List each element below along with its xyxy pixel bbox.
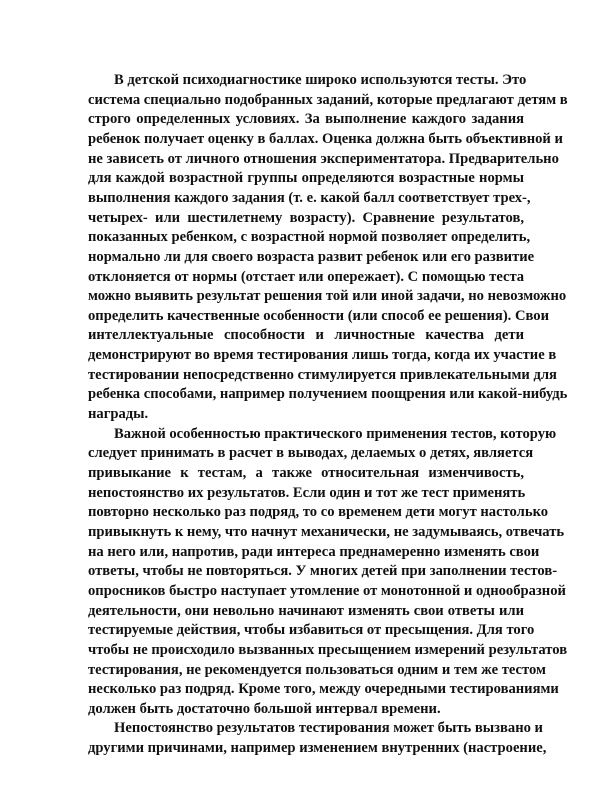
text-line: можно выявить результат решения той или иной задачи, но невозможно — [88, 288, 567, 305]
text-line: для каждой возрастной группы определяются возрастные нормы — [88, 170, 524, 187]
text-line: строго определенных условиях. За выполнение каждого задания — [88, 111, 524, 128]
text-line: ответы, чтобы не повторяться. У многих детей при заполнении тестов- — [88, 563, 558, 580]
text-line: показанных ребенком, с возрастной нормой позволяет определить, — [88, 229, 531, 246]
text-line: несколько раз подряд. Кроме того, между очередными тестированиями — [88, 681, 559, 698]
text-line: тестировании непосредственно стимулируется привлекательными для — [88, 366, 557, 383]
text-line: не зависеть от личного отношения экспериментатора. Предварительно — [88, 150, 559, 167]
text-line: ребенок получает оценку в баллах. Оценка должна быть объективной и — [88, 130, 563, 147]
text-line: непостоянство их результатов. Если один и тот же тест применять — [88, 484, 526, 501]
text-line: система специально подобранных заданий, которые предлагают детям в — [88, 91, 568, 108]
text-line: повторно несколько раз подряд, то со временем дети могут настолько — [88, 504, 549, 521]
text-line: ребенка способами, например получением поощрения или какой-нибудь — [88, 386, 568, 403]
text-line: тестируемые действия, чтобы избавиться от пресыщения. Для того — [88, 622, 535, 639]
text-line: должен быть достаточно большой интервал времени. — [88, 700, 441, 717]
text-line: В детской психодиагностике широко используются тесты. Это — [114, 72, 527, 88]
text-line: тестирования, не рекомендуется пользоваться одним и тем же тестом — [88, 661, 546, 678]
text-line: деятельности, они невольно начинают изменять свои ответы или — [88, 602, 524, 619]
text-line: демонстрируют во время тестирования лишь тогда, когда их участие в — [88, 347, 557, 364]
text-line: следует принимать в расчет в выводах, делаемых о детях, является — [88, 445, 534, 462]
text-line: интеллектуальные способности и личностные качества дети — [88, 327, 524, 344]
text-line: награды. — [88, 406, 149, 423]
text-line: опросников быстро наступает утомление от монотонной и однообразной — [88, 582, 566, 599]
text-line: определить качественные особенности (или способ ее решения). Свои — [88, 307, 549, 324]
text-line: на него или, напротив, ради интереса преднамеренно изменять свои — [88, 543, 540, 560]
text-line: Непостоянство результатов тестирования может быть вызвано и — [114, 720, 543, 737]
text-line: Важной особенностью практического применения тестов, которую — [114, 425, 557, 442]
text-line: отклоняется от нормы (отстает или опережает). С помощью теста — [88, 268, 525, 285]
text-line: четырех- или шестилетнему возрасту). Сравнение результатов, — [88, 209, 524, 226]
text-line: чтобы не происходило вызванных пресыщением измерений результатов — [88, 641, 568, 658]
text-line: нормально ли для своего возраста развит ребенок или его развитие — [88, 248, 535, 265]
text-line: выполнения каждого задания (т. е. какой балл соответствует трех-, — [88, 189, 531, 206]
text-line: другими причинами, например изменением внутренних (настроение, — [88, 740, 547, 757]
text-line: привыкание к тестам, а также относительная изменчивость, — [88, 465, 524, 481]
text-line: привыкнуть к нему, что начнут механически, не задумываясь, отвечать — [88, 523, 565, 540]
